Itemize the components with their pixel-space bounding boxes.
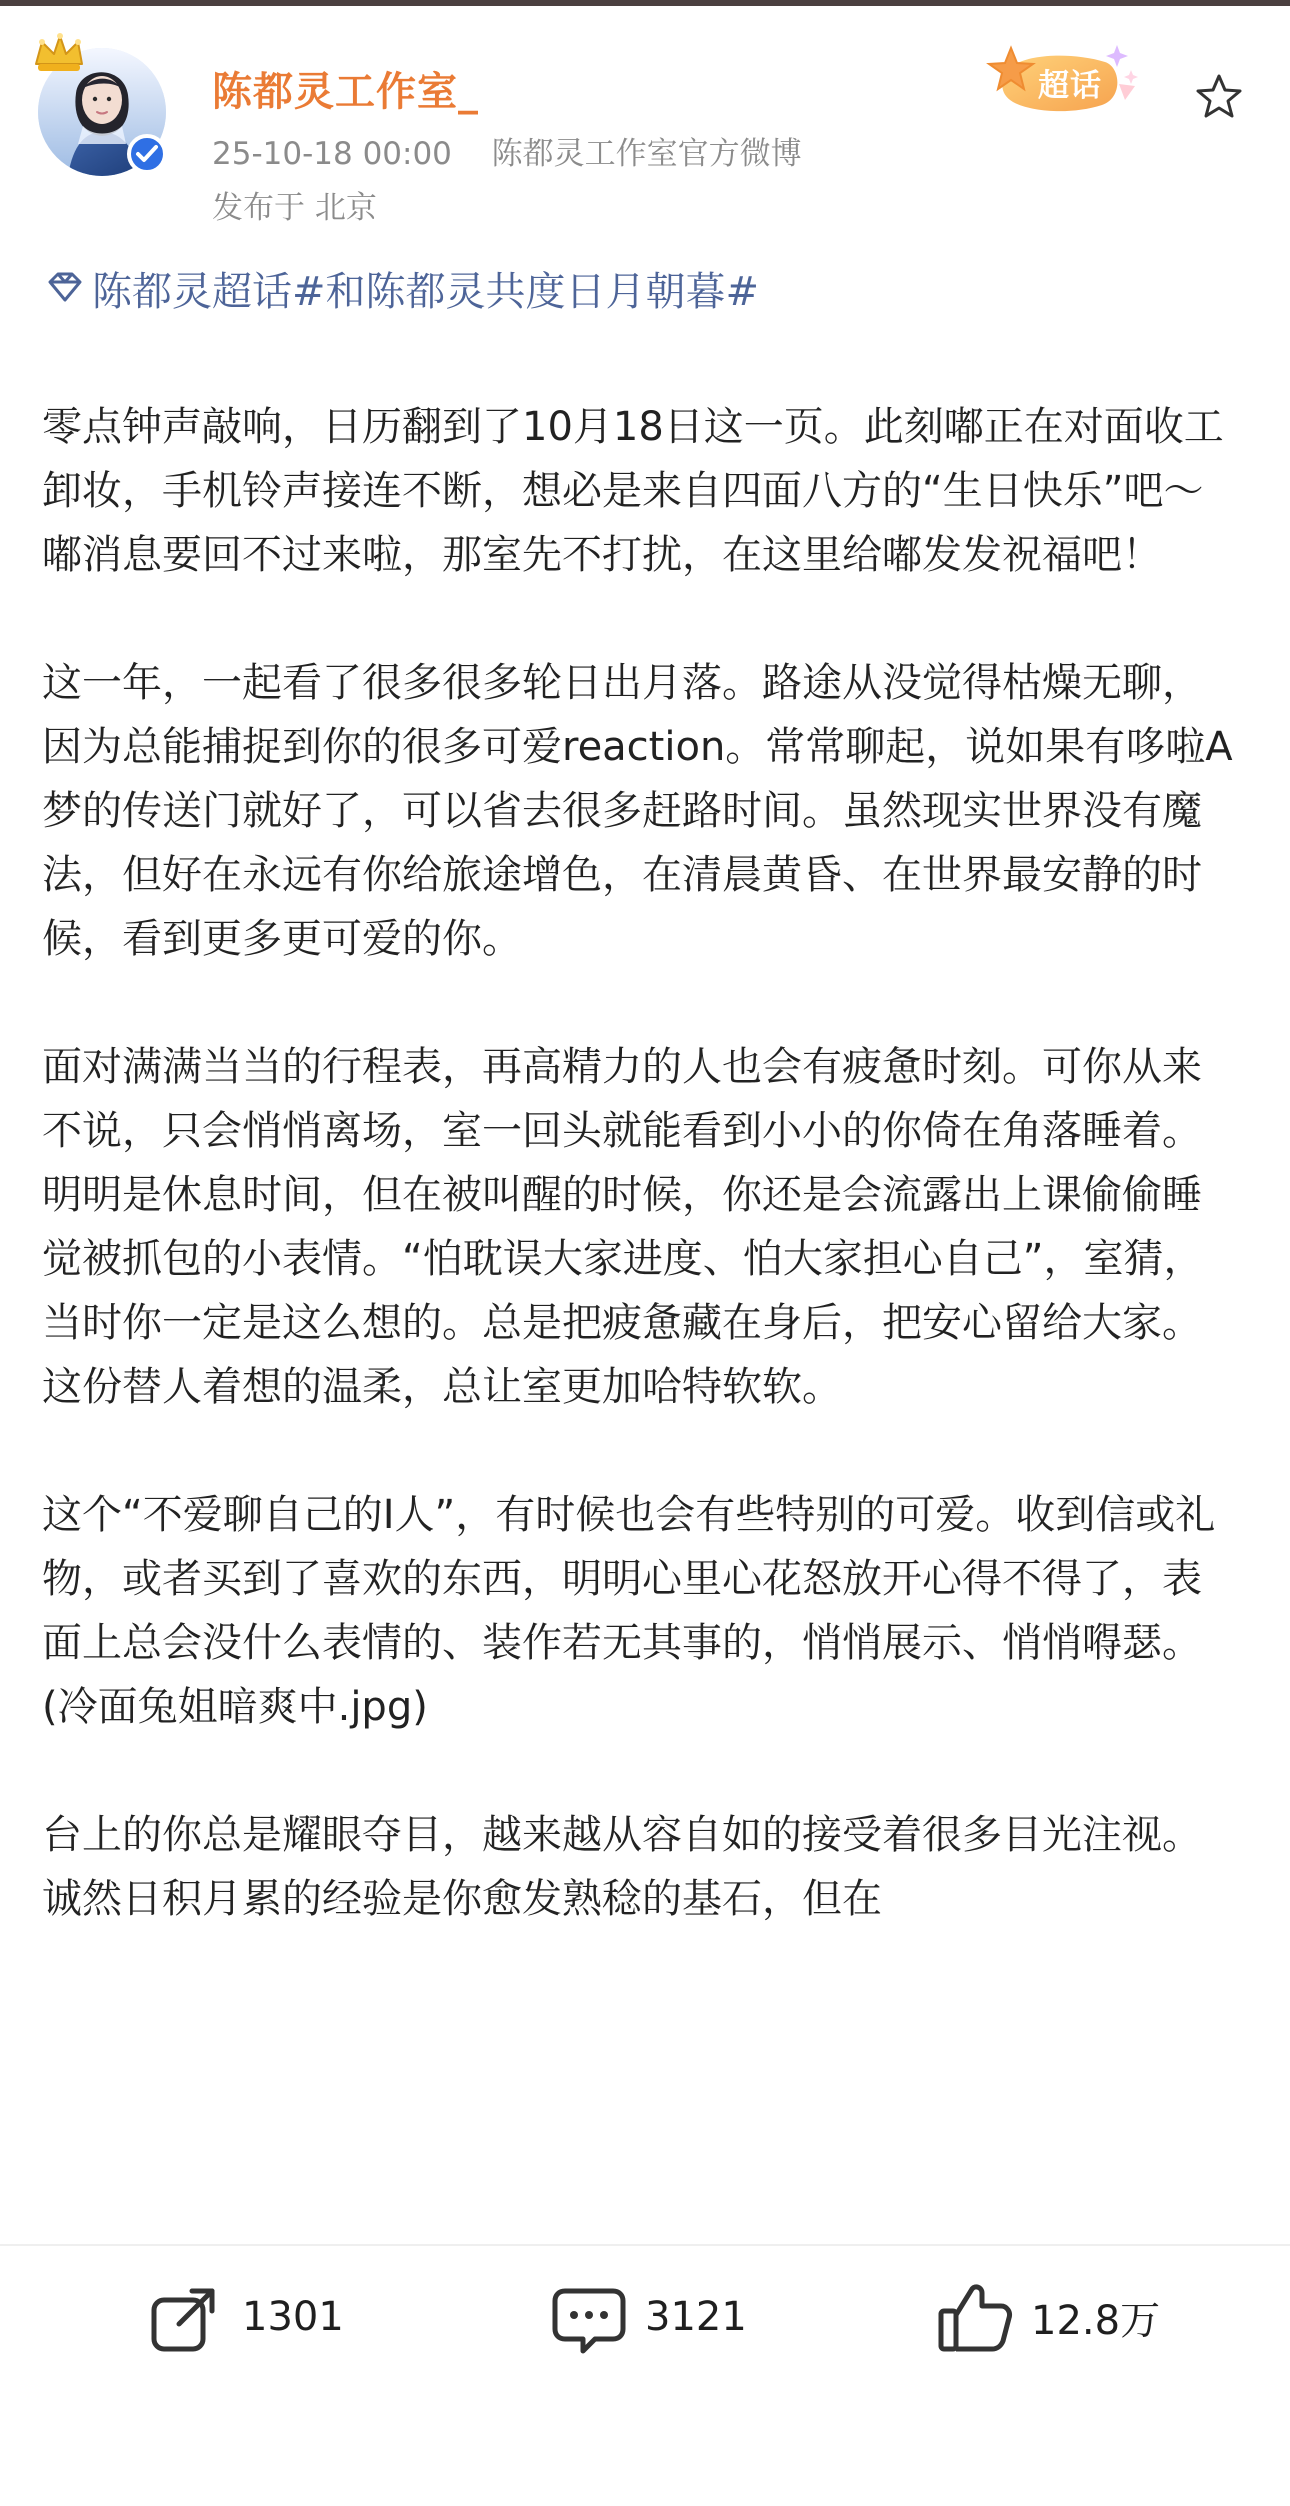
like-count: 12.8万 [1031,2297,1161,2344]
repost-count: 1301 [242,2294,344,2340]
post-paragraph-3: 面对满满当当的行程表，再高精力的人也会有疲惫时刻。可你从来不说，只会悄悄离场，室一回头就能看到小小的你倚在角落睡着。明明是休息时间，但在被叫醒的时候，你还是会流露出上课偷偷睡觉被抓包的小表情。“怕耽误大家进度、怕大家担心自己”，室猜，当时你一定是这么想的。总是把疲惫藏在身后，把安心留给大家。这份替人着想的温柔，总让室更加哈特软软。 [42,1044,1204,1410]
verified-icon [127,134,167,174]
supertopic-label: 超话 [1038,68,1102,104]
post-paragraph-4: 这个“不爱聊自己的I人”，有时候也会有些特别的可爱。收到信或礼物，或者买到了喜欢的东西，明明心里心花怒放开心得不得了，表面上总会没什么表情的、装作若无其事的，悄悄展示、悄悄嘚瑟。(冷面兔姐暗爽中.jpg) [42,1492,1216,1730]
repost-icon [144,2275,228,2359]
post-paragraph-5: 台上的你总是耀眼夺目，越来越从容自如的接受着很多目光注视。诚然日积月累的经验是你愈发熟稔的基石，但在 [42,1812,1202,1922]
comment-button[interactable] [547,2272,747,2362]
star-icon[interactable] [1194,72,1244,122]
post-source[interactable]: 陈都灵工作室官方微博 [491,136,802,172]
post-timestamp: 25-10-18 00:00 [212,136,452,172]
like-icon [933,2275,1017,2359]
post-paragraph-1: 零点钟声敲响，日历翻到了10月18日这一页。此刻嘟正在对面收工卸妆，手机铃声接连不断，想必是来自四面八方的“生日快乐”吧～嘟消息要回不过来啦，那室先不打扰，在这里给嘟发发祝福吧！ [42,404,1224,578]
username[interactable]: 陈都灵工作室_ [212,69,479,115]
supertopic-link[interactable] [42,262,759,314]
like-button[interactable] [933,2272,1160,2362]
post-body [42,395,1240,1995]
avatar-container[interactable] [38,48,170,180]
repost-button[interactable] [144,2272,344,2362]
crown-icon [32,32,86,76]
comment-count: 3121 [645,2294,747,2340]
topic-text[interactable]: 陈都灵超话#和陈都灵共度日月朝暮# [92,268,760,315]
supertopic-badge[interactable] [980,36,1150,126]
post-header [0,6,1290,226]
post-paragraph-2: 这一年，一起看了很多很多轮日出月落。路途从没觉得枯燥无聊，因为总能捕捉到你的很多可爱reaction。常常聊起，说如果有哆啦A梦的传送门就好了，可以省去很多赶路时间。虽然现实世界没有魔法，但好在永远有你给旅途增色，在清晨黄昏、在世界最安静的时候，看到更多更可爱的你。 [42,660,1233,962]
post-meta [212,128,802,173]
post-action-bar [0,2246,1290,2506]
bottom-safe-area [0,2472,1290,2506]
post-location: 发布于 北京 [212,190,377,226]
diamond-topic-icon [42,268,88,308]
comment-icon [547,2275,631,2359]
